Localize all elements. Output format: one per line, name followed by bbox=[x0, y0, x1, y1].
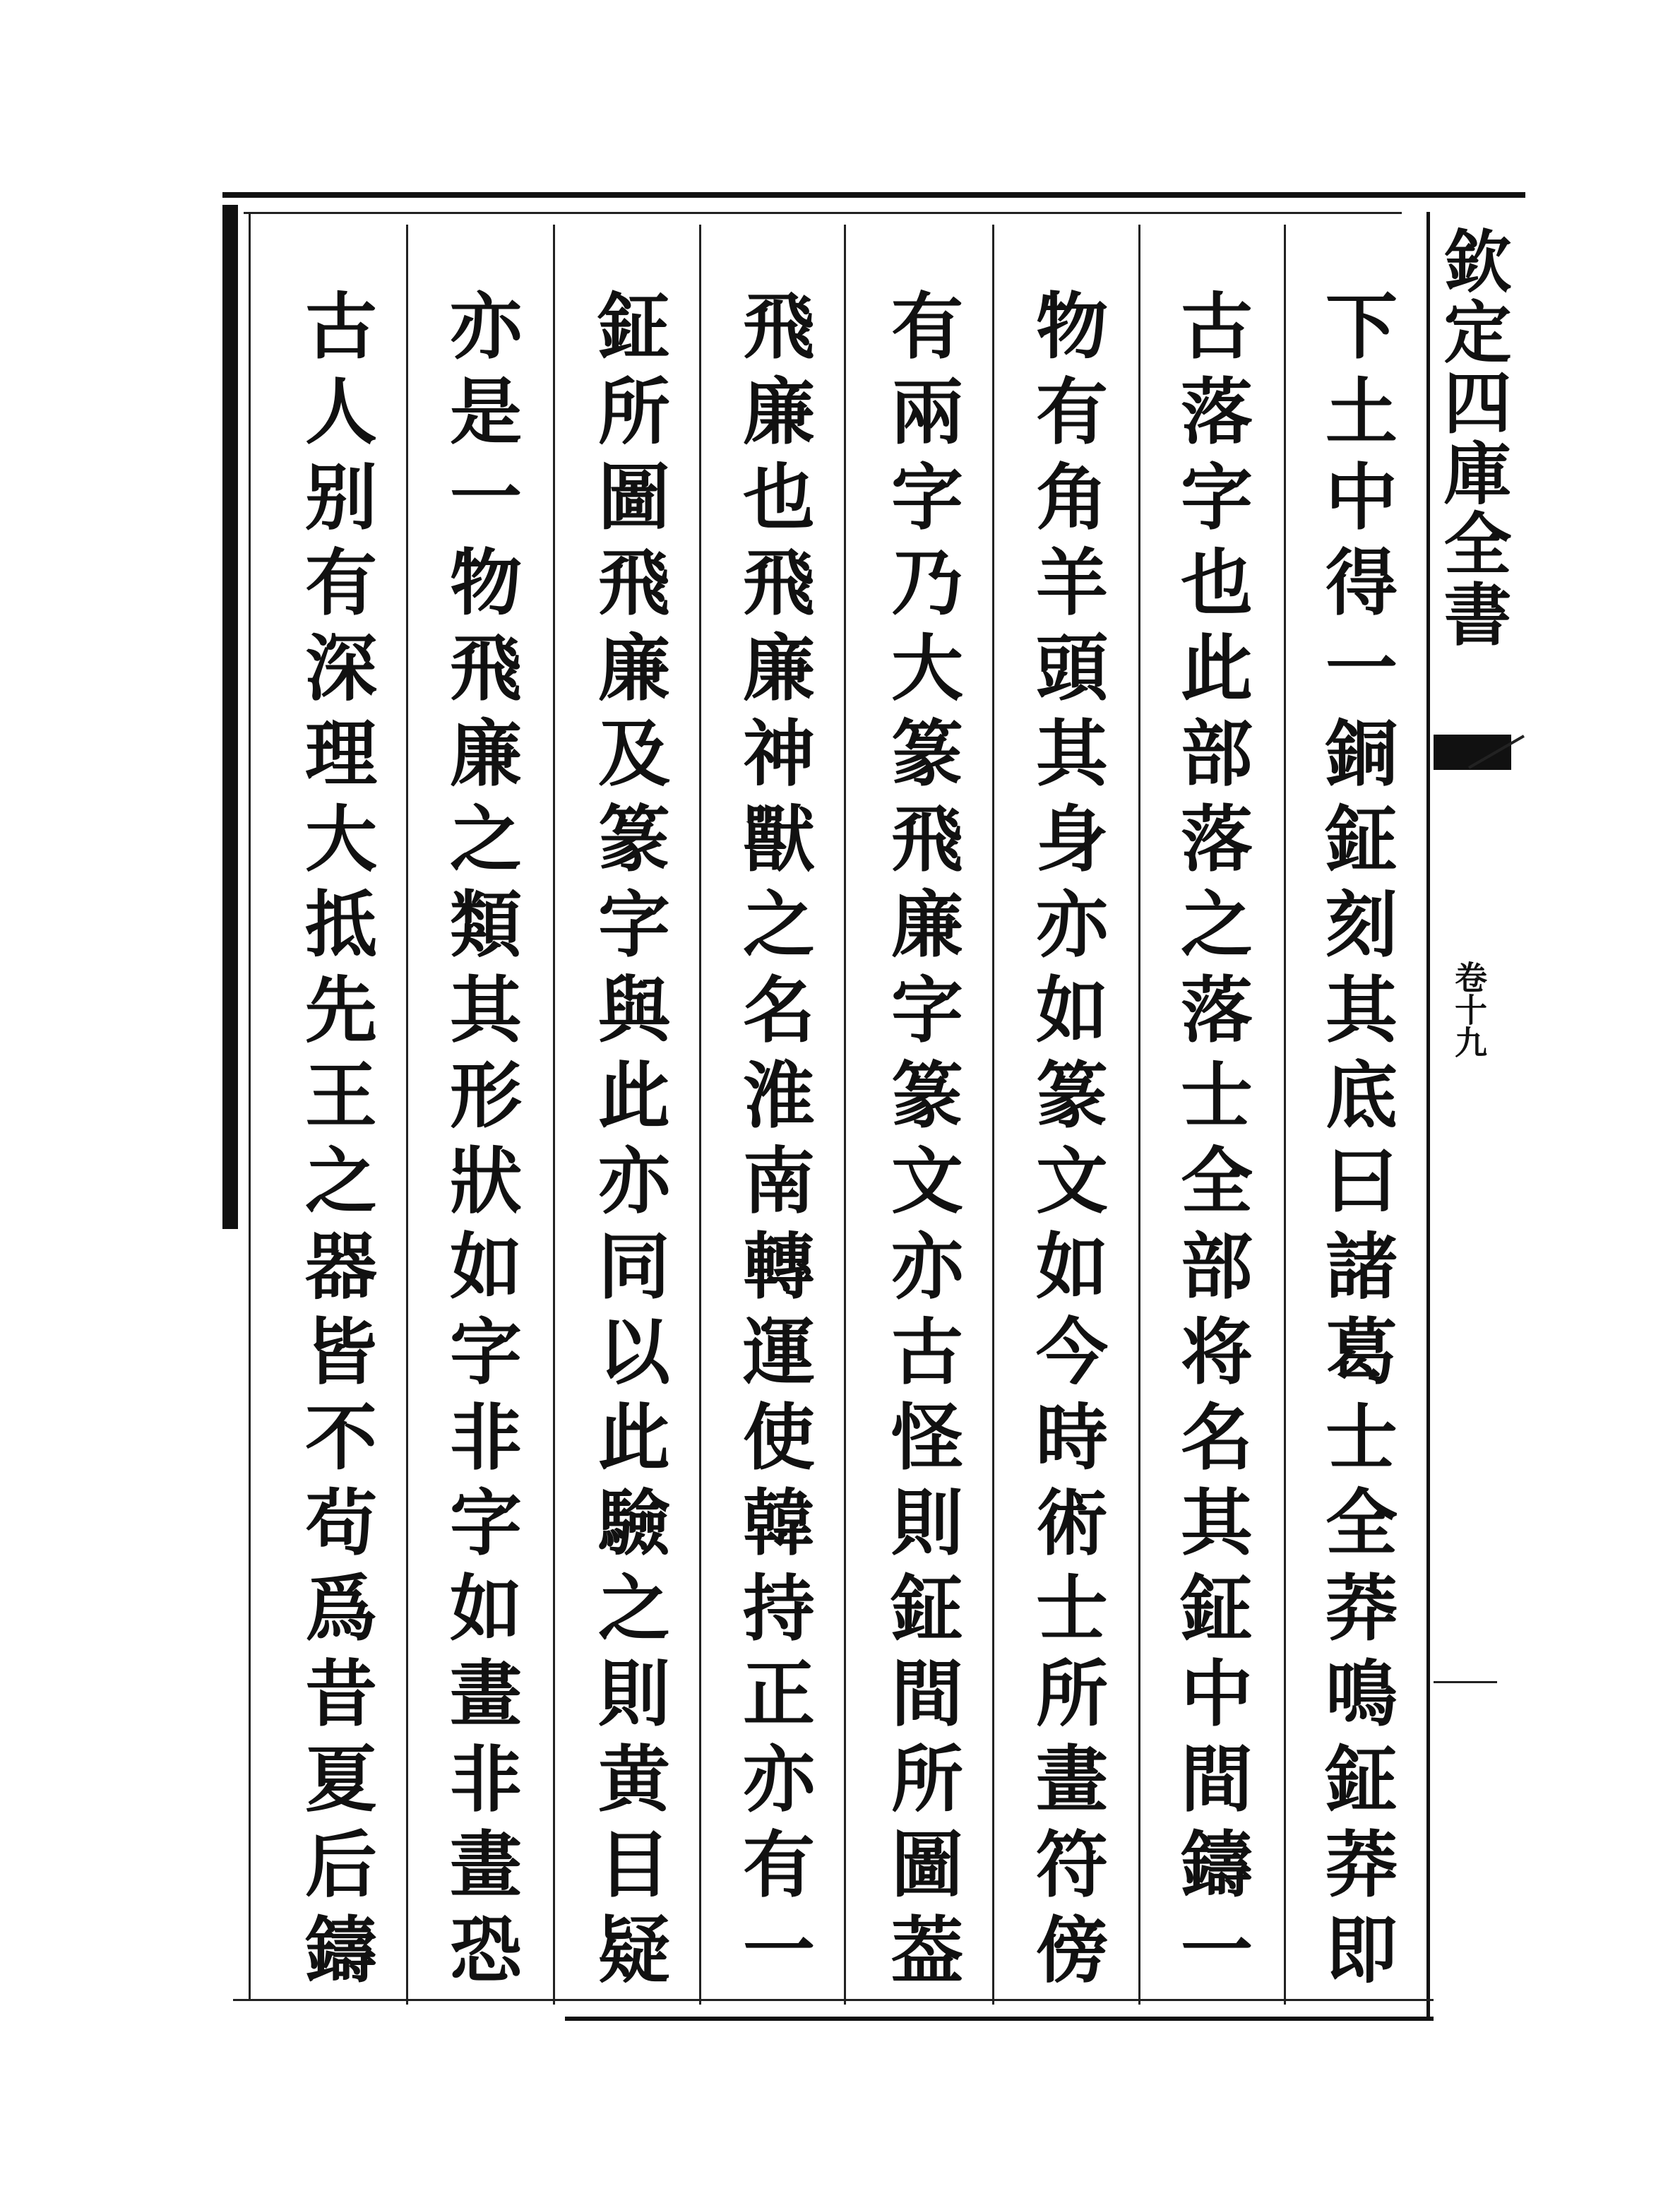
book-title: 欽定四庫全書 bbox=[1433, 226, 1513, 650]
text-column-1: 下土中得一銅鉦刻其底曰諸葛士全莽鳴鉦莽即 bbox=[1313, 288, 1398, 1998]
column-rule bbox=[553, 225, 555, 2005]
column-rule bbox=[1284, 225, 1286, 2005]
margin-tick bbox=[1434, 1681, 1497, 1683]
frame-top-rule bbox=[222, 192, 1525, 198]
column-rule bbox=[406, 225, 408, 2005]
column-rule bbox=[992, 225, 994, 2005]
frame-right-border bbox=[1426, 212, 1430, 2017]
frame-left-border bbox=[222, 205, 238, 1229]
volume-label: 卷十九 bbox=[1450, 961, 1488, 1058]
column-rule bbox=[844, 225, 846, 2005]
text-column-4: 有兩字乃大篆飛廉字篆文亦古怪則鉦間所圖葢 bbox=[879, 288, 964, 1998]
frame-bottom-rule bbox=[565, 2017, 1434, 2021]
frame-left-inner-rule bbox=[249, 212, 251, 1999]
text-column-6: 鉦所圖飛廉及篆字與此亦同以此驗之則黄目疑 bbox=[586, 288, 671, 1998]
text-column-3: 物有角羊頭其身亦如篆文如今時術士所畫符傍 bbox=[1024, 288, 1109, 1998]
text-column-7: 亦是一物飛廉之類其形狀如字非字如畫非畫恐 bbox=[438, 288, 523, 1998]
text-column-5: 飛廉也飛廉神獸之名淮南轉運使韓持正亦有一 bbox=[731, 288, 816, 1998]
frame-bottom-inner-rule bbox=[233, 1999, 1434, 2001]
text-column-8: 古人别有深理大抵先王之器皆不茍爲昔夏后鑄 bbox=[293, 288, 378, 1998]
text-column-2: 古落字也此部落之落士全部将名其鉦中間鑄一 bbox=[1169, 288, 1253, 1998]
column-rule bbox=[1138, 225, 1140, 2005]
column-rule bbox=[699, 225, 701, 2005]
frame-top-inner-rule bbox=[244, 212, 1402, 214]
